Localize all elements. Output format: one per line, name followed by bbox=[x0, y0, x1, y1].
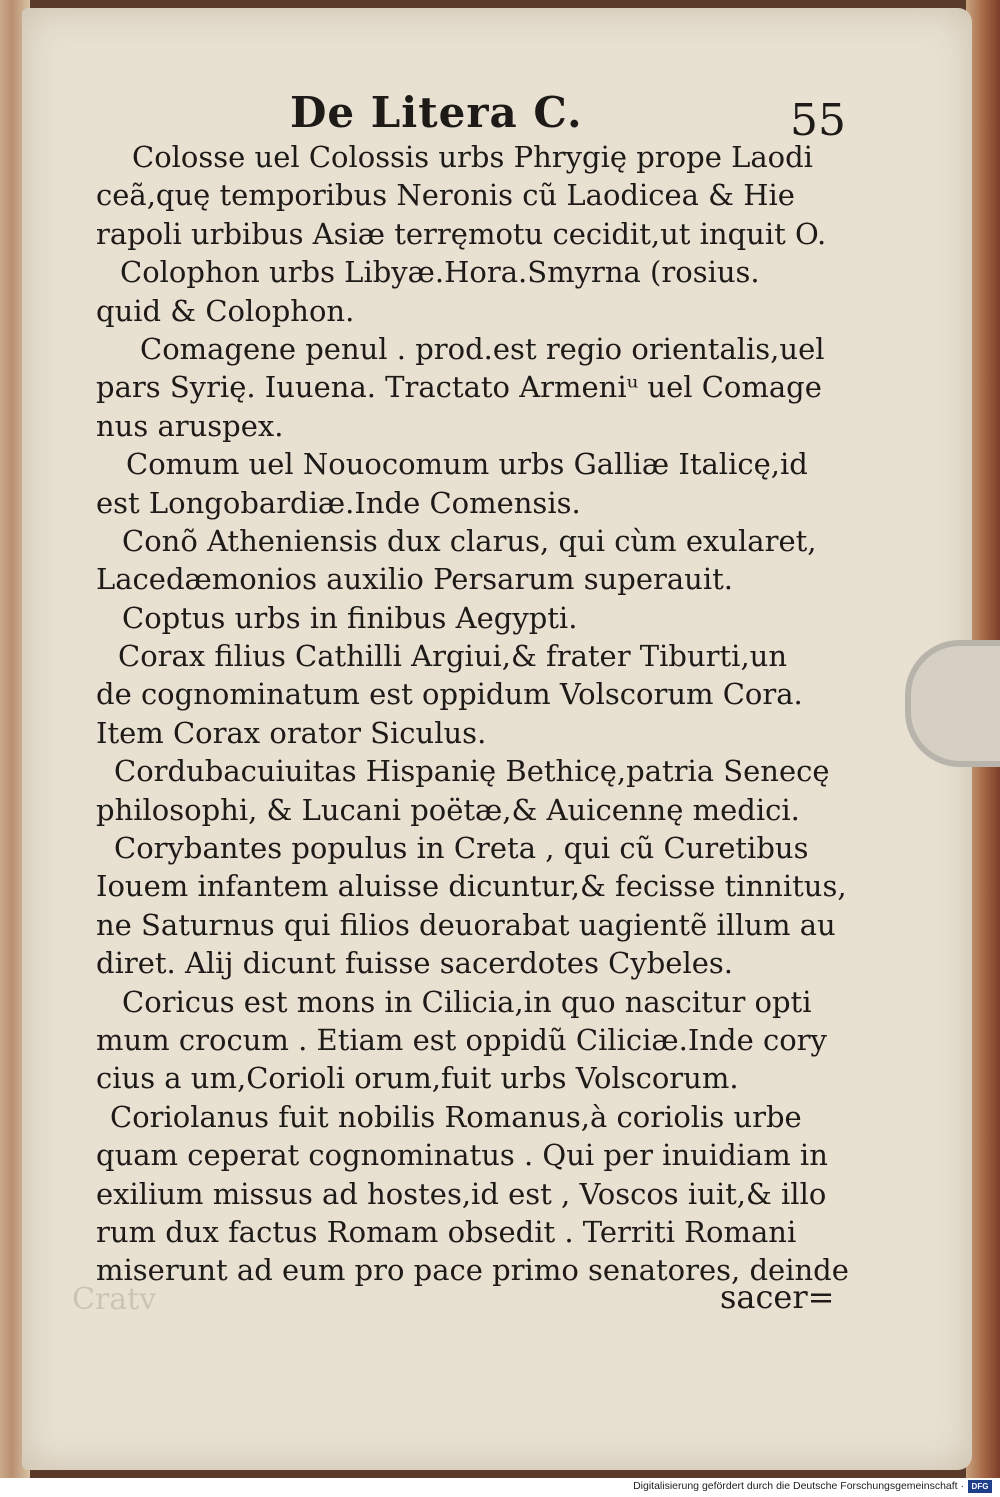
text-line: diret. Alij dicunt fuisse sacerdotes Cybeles. bbox=[96, 946, 734, 981]
bleed-through-text: Cratv bbox=[72, 1282, 157, 1317]
text-line: Cordubacuiuitas Hispanię Bethicę,patria Senecę bbox=[114, 754, 830, 789]
text-line: Comum uel Nouocomum urbs Galliæ Italicę,id bbox=[126, 447, 808, 482]
text-line: Item Corax orator Siculus. bbox=[96, 715, 487, 750]
text-line: mum crocum . Etiam est oppidũ Ciliciæ.Inde cory bbox=[96, 1022, 827, 1057]
footer-credit: Digitalisierung gefördert durch die Deutsche Forschungsgemeinschaft · bbox=[633, 1480, 964, 1492]
text-line: Corax filius Cathilli Argiui,& frater Tiburti,un bbox=[118, 639, 788, 674]
text-line: est Longobardiæ.Inde Comensis. bbox=[96, 485, 581, 520]
page-number: 55 bbox=[790, 95, 846, 146]
text-line: exilium missus ad hostes,id est , Voscos iuit,& illo bbox=[96, 1176, 827, 1211]
text-line: philosophi, & Lucani poëtæ,& Auicennę medici. bbox=[96, 792, 800, 827]
text-line: Conõ Atheniensis dux clarus, qui cùm exularet, bbox=[122, 523, 817, 558]
text-line: quid & Colophon. bbox=[96, 293, 355, 328]
text-line: Coricus est mons in Cilicia,in quo nascitur opti bbox=[122, 984, 812, 1019]
dfg-logo: DFG bbox=[968, 1480, 992, 1493]
running-head: De Litera C. bbox=[290, 88, 583, 137]
text-line: rum dux factus Romam obsedit . Territi Romani bbox=[96, 1214, 797, 1249]
text-line: Colophon urbs Libyæ.Hora.Smyrna (rosius. bbox=[120, 255, 760, 290]
catchword: sacer= bbox=[720, 1278, 835, 1316]
text-line: Colosse uel Colossis urbs Phrygię prope Laodi bbox=[132, 140, 813, 174]
page-text bbox=[96, 138, 849, 1290]
text-line: Iouem infantem aluisse dicuntur,& fecisse tinnitus, bbox=[96, 869, 847, 904]
text-line: miserunt ad eum pro pace primo senatores, deinde bbox=[96, 1253, 849, 1288]
book-clasp bbox=[905, 640, 1000, 767]
text-line: nus aruspex. bbox=[96, 408, 284, 443]
text-line: de cognominatum est oppidum Volscorum Cora. bbox=[96, 677, 803, 712]
text-line: pars Syrię. Iuuena. Tractato Armeniᵘ uel Comage bbox=[96, 370, 822, 405]
text-line: rapoli urbibus Asiæ terręmotu cecidit,ut inquit O. bbox=[96, 216, 827, 251]
text-line: Corybantes populus in Creta , qui cũ Curetibus bbox=[114, 831, 809, 866]
text-line: Lacedæmonios auxilio Persarum superauit. bbox=[96, 562, 733, 597]
text-line: ne Saturnus qui filios deuorabat uagientẽ illum au bbox=[96, 907, 836, 942]
text-line: quam ceperat cognominatus . Qui per inuidiam in bbox=[96, 1138, 828, 1173]
text-line: Comagene penul . prod.est regio orientalis,uel bbox=[140, 331, 825, 366]
text-line: Coptus urbs in finibus Aegypti. bbox=[122, 600, 578, 635]
text-line: cius a um,Corioli orum,fuit urbs Volscorum. bbox=[96, 1061, 739, 1096]
text-line: Coriolanus fuit nobilis Romanus,à coriolis urbe bbox=[110, 1099, 802, 1134]
text-line: ceã,quę temporibus Neronis cũ Laodicea & Hie bbox=[96, 178, 795, 213]
